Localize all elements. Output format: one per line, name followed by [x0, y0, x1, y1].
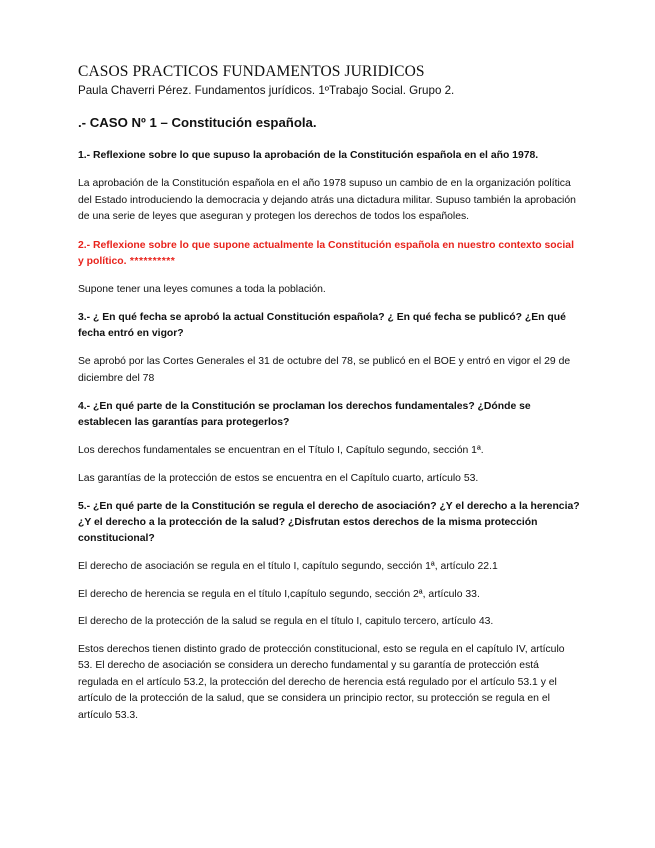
- answer-5-part-2: El derecho de herencia se regula en el título I,capítulo segundo, sección 2ª, artículo 33.: [78, 588, 480, 600]
- question-2-text: 2.- Reflexione sobre lo que supone actualmente la Constitución española en nuestro contexto social y político.: [78, 239, 574, 267]
- case-title: .- CASO Nº 1 – Constitución española.: [78, 115, 317, 130]
- document-subtitle: Paula Chaverri Pérez. Fundamentos jurídicos. 1ºTrabajo Social. Grupo 2.: [78, 84, 455, 97]
- document-title: CASOS PRACTICOS FUNDAMENTOS JURIDICOS: [78, 63, 425, 80]
- question-5: 5.- ¿En qué parte de la Constitución se regula el derecho de asociación? ¿Y el derecho a la herencia? ¿Y el derecho a la protección de la salud? ¿Disfrutan estos derechos de la misma protección constitucional?: [78, 501, 580, 544]
- question-4: 4.- ¿En qué parte de la Constitución se proclaman los derechos fundamentales? ¿Dónde se establecen las garantías para protegerlos?: [78, 401, 531, 428]
- question-3: 3.- ¿ En qué fecha se aprobó la actual Constitución española? ¿ En qué fecha se publicó? ¿En qué fecha entró en vigor?: [78, 312, 566, 339]
- answer-5-part-1: El derecho de asociación se regula en el título I, capítulo segundo, sección 1ª, artículo 22.1: [78, 561, 498, 572]
- question-2-stars: **********: [126, 255, 176, 267]
- answer-3: Se aprobó por las Cortes Generales el 31 de octubre del 78, se publicó en el BOE y entró en vigor el 29 de diciembre del 78: [78, 356, 571, 384]
- document-page: [78, 62, 580, 724]
- answer-2: Supone tener una leyes comunes a toda la población.: [78, 283, 326, 295]
- answer-5-part-3: El derecho de la protección de la salud se regula en el título I, capitulo tercero, artículo 43.: [78, 616, 494, 627]
- question-1: 1.- Reflexione sobre lo que supuso la aprobación de la Constitución española en el año 1978.: [78, 150, 539, 161]
- answer-1: La aprobación de la Constitución española en el año 1978 supuso un cambio de en la organización política del Estado introduciendo la democracia y dejando atrás una dictadura militar. Supuso también la aprobación de una serie de leyes que aseguran y protegen los derechos de todos los españoles.: [78, 178, 576, 222]
- question-2: [78, 238, 580, 270]
- answer-5-part-4: Estos derechos tienen distinto grado de protección constitucional, esto se regula en el capítulo IV, artículo 53. El derecho de asociación se considera un derecho fundamental y su garantía de protección está regulada en el artículo 53.2, la protección del derecho de herencia está regulado por el artículo 53.1 y el artículo de la protección de la salud, que se considera un principio rector, su protección se regula en el artículo 53.3.: [78, 643, 565, 721]
- answer-4-part-1: Los derechos fundamentales se encuentran en el Título I, Capítulo segundo, sección 1ª.: [78, 445, 484, 456]
- answer-4-part-2: Las garantías de la protección de estos se encuentra en el Capítulo cuarto, artículo 53.: [78, 472, 479, 484]
